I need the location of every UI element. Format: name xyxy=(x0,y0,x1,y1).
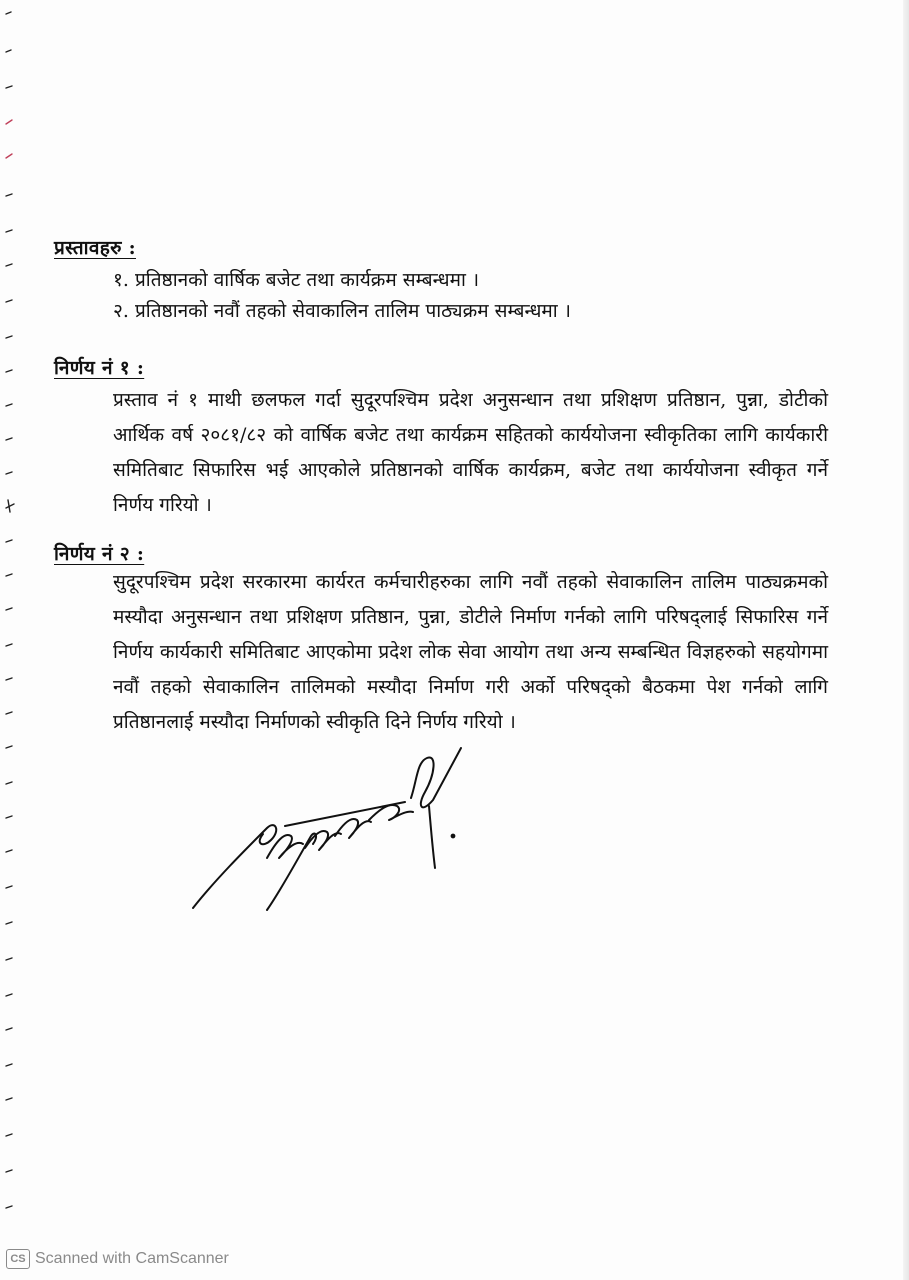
camscanner-watermark xyxy=(6,1246,229,1272)
proposals-heading: प्रस्तावहरु : xyxy=(54,237,136,259)
camscanner-logo-icon: CS xyxy=(6,1249,30,1269)
binding-edge-marks xyxy=(0,0,30,1280)
decision-1-text: प्रस्ताव नं १ माथी छलफल गर्दा सुदूरपश्चिम प्रदेश अनुसन्धान तथा प्रशिक्षण प्रतिष्ठान, पुन्ना, डोटीको आर्थिक वर्ष २०८१/८२ को वार्षिक बजेट तथा कार्यक्रम सहितको कार्ययोजना स्वीकृतिका लागि कार्यकारी समितिबाट सिफारिस भई आएकोले प्रतिष्ठानको वार्षिक कार्यक्रम, बजेट तथा कार्ययोजना स्वीकृत गर्ने निर्णय गरियो । xyxy=(113,389,828,516)
proposal-item-1: १. प्रतिष्ठानको वार्षिक बजेट तथा कार्यक्रम सम्बन्धमा । xyxy=(113,269,480,291)
handwritten-signature xyxy=(185,740,475,920)
proposal-item-2: २. प्रतिष्ठानको नवौं तहको सेवाकालिन तालिम पाठ्यक्रम सम्बन्धमा । xyxy=(113,300,571,322)
decision-2-heading: निर्णय नं २ : xyxy=(54,543,145,565)
decision-1-heading: निर्णय नं १ : xyxy=(54,357,145,379)
decision-2-text: सुदूरपश्चिम प्रदेश सरकारमा कार्यरत कर्मचारीहरुका लागि नवौं तहको सेवाकालिन तालिम पाठ्यक्रमको मस्यौदा अनुसन्धान तथा प्रशिक्षण प्रतिष्ठान, पुन्ना, डोटीले निर्माण गर्नको लागि परिषद्लाई सिफारिस गर्ने निर्णय कार्यकारी समितिबाट आएकोमा प्रदेश लोक सेवा आयोग तथा अन्य सम्बन्धित विज्ञहरुको सहयोगमा नवौं तहको सेवाकालिन तालिमको मस्यौदा निर्माण गरी अर्को परिषद्को बैठकमा पेश गर्नको लागि प्रतिष्ठानलाई मस्यौदा निर्माणको स्वीकृति दिने निर्णय गरियो । xyxy=(113,571,828,733)
camscanner-text: Scanned with CamScanner xyxy=(35,1250,229,1267)
page-right-edge xyxy=(903,0,909,1280)
